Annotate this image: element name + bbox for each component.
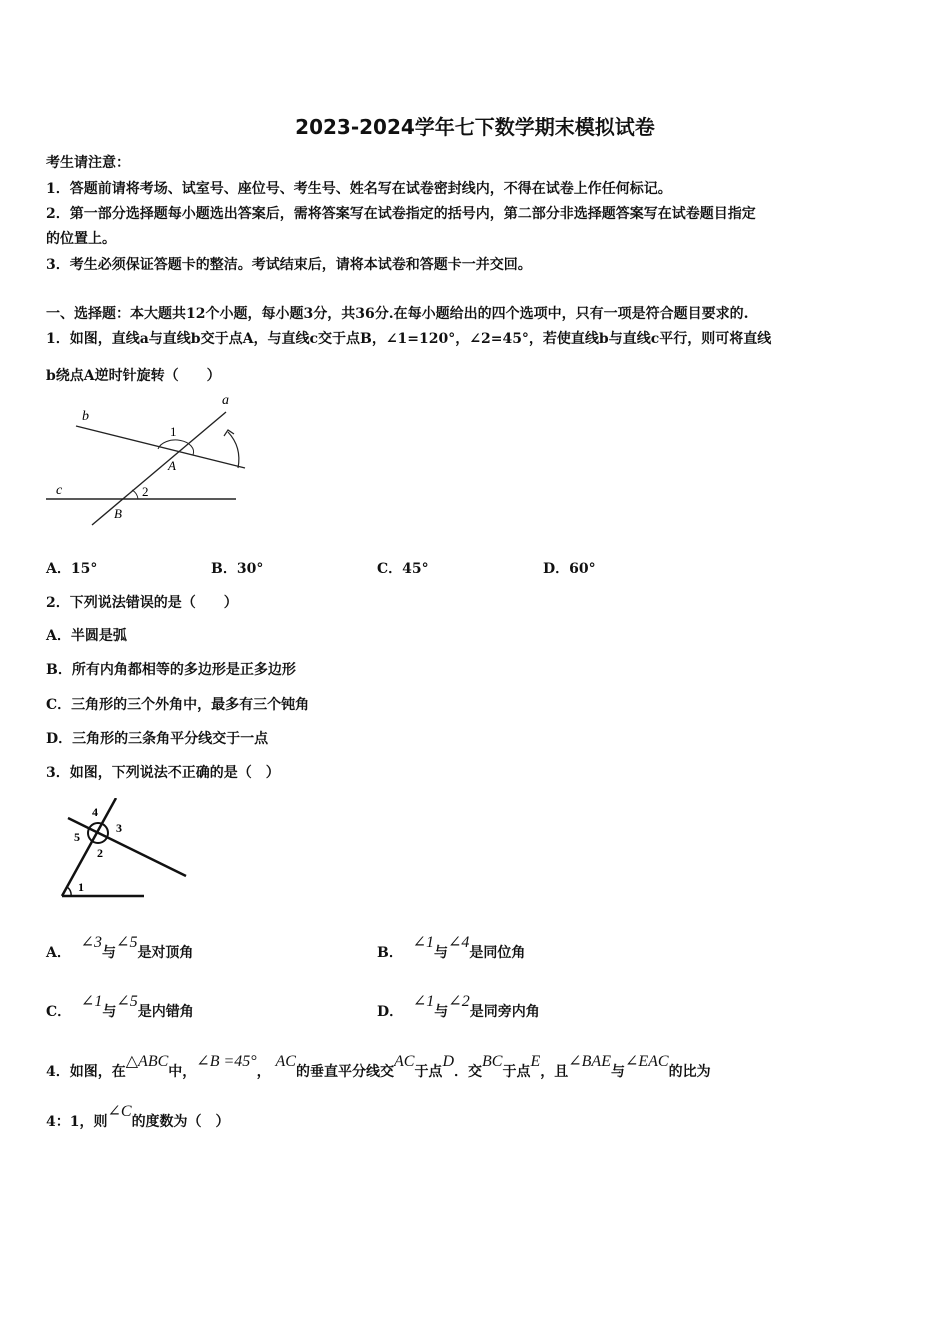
- q1-figure: [44, 392, 248, 528]
- q3-option-b[interactable]: [377, 934, 526, 962]
- math-expr: ∠EAC: [624, 1053, 669, 1070]
- page-title: 2023-2024学年七下数学期末模拟试卷: [295, 115, 655, 139]
- notice-item: 2．第一部分选择题每小题选出答案后，需将答案写在试卷指定的括号内，第二部分非选择题答案写在试卷题目指定: [46, 206, 756, 222]
- label-1: 1: [170, 424, 177, 439]
- q4-text: 与: [610, 1064, 625, 1080]
- label-2: 2: [142, 484, 149, 499]
- notice-item: 的位置上。: [46, 231, 116, 247]
- label-B: B: [114, 506, 122, 521]
- label-c: c: [56, 483, 63, 498]
- math-angle: ∠2: [448, 993, 470, 1010]
- math-angle: ∠3: [80, 934, 103, 951]
- q3-option-d[interactable]: [377, 993, 540, 1021]
- notice-item: 1．答题前请将考场、试室号、座位号、考生号、姓名写在试卷密封线内，不得在试卷上作任何标记。: [46, 181, 672, 197]
- option-label: B．: [377, 945, 403, 961]
- math-expr: BC: [482, 1053, 503, 1070]
- label-4: 4: [92, 805, 98, 819]
- q4-text: 4：1，则: [46, 1114, 108, 1130]
- option-text: 与: [102, 945, 117, 961]
- label-5: 5: [74, 830, 80, 844]
- slanted-line: [62, 798, 116, 896]
- math-expr: AC: [393, 1053, 415, 1070]
- q3-option-c[interactable]: [46, 993, 194, 1021]
- label-b: b: [82, 409, 89, 424]
- math-angle: ∠5: [116, 934, 138, 951]
- q4-text: 4．如图，在: [46, 1064, 126, 1080]
- math-angle: ∠1: [412, 993, 435, 1010]
- label-A: A: [168, 458, 176, 473]
- math-expr: △ABC: [125, 1053, 169, 1070]
- option-text: 与: [434, 945, 448, 961]
- math-expr: D: [442, 1053, 454, 1070]
- q2-option-a[interactable]: A．半圆是弧: [46, 628, 127, 644]
- option-label: D．: [377, 1004, 404, 1020]
- math-expr: ∠C: [107, 1103, 132, 1120]
- q4-text: ，且: [540, 1064, 569, 1080]
- math-expr: AC: [275, 1053, 296, 1070]
- q1-stem: 1．如图，直线a与直线b交于点A，与直线c交于点B，∠1=120°，∠2=45°，若使直线b与直线c平行，则可将直线: [46, 331, 772, 347]
- section-heading: 一、选择题：本大题共12个小题，每小题3分，共36分.在每小题给出的四个选项中，只有一项是符合题目要求的.: [46, 306, 749, 322]
- q1-option-b[interactable]: B．30°: [211, 561, 264, 577]
- q2-option-d[interactable]: D．三角形的三条角平分线交于一点: [46, 731, 269, 747]
- option-text: 是内错角: [137, 1004, 194, 1020]
- q4-stem-cont: [46, 1103, 230, 1131]
- q4-text: 于点: [502, 1064, 531, 1080]
- notice-heading: 考生请注意：: [46, 155, 130, 171]
- label-3: 3: [116, 821, 122, 835]
- q1-option-d[interactable]: D．60°: [543, 561, 596, 577]
- option-label: C．: [46, 1004, 72, 1020]
- line-a: [92, 412, 226, 525]
- math-expr: E: [530, 1053, 541, 1070]
- q1-option-a[interactable]: A．15°: [46, 561, 98, 577]
- q2-stem: 2．下列说法错误的是（ ）: [46, 595, 238, 611]
- q4-text: 的垂直平分线交: [295, 1064, 394, 1080]
- line-b: [76, 426, 245, 468]
- cross-line: [68, 818, 186, 876]
- label-a: a: [222, 393, 229, 408]
- label-1: 1: [78, 880, 84, 894]
- label-2: 2: [97, 846, 103, 860]
- q3-stem: 3．如图，下列说法不正确的是（ ）: [46, 765, 280, 781]
- q1-stem-cont: b绕点A逆时针旋转（ ）: [46, 368, 221, 384]
- math-angle: ∠4: [448, 934, 470, 951]
- q4-text: 中，: [168, 1064, 197, 1080]
- math-angle: ∠1: [80, 993, 103, 1010]
- q4-text: 的度数为（ ）: [131, 1114, 230, 1130]
- option-text: 是对顶角: [137, 945, 194, 961]
- option-text: 是同旁内角: [469, 1004, 540, 1020]
- q4-text: 于点: [414, 1064, 443, 1080]
- option-text: 与: [434, 1004, 449, 1020]
- q3-figure: [58, 798, 198, 902]
- q4-text: ．交: [454, 1064, 482, 1080]
- q4-text: 的比为: [668, 1064, 711, 1080]
- math-angle: ∠1: [412, 934, 434, 951]
- q3-option-a[interactable]: [46, 934, 194, 962]
- q2-option-b[interactable]: B．所有内角都相等的多边形是正多边形: [46, 662, 296, 678]
- q4-text: ，: [256, 1064, 271, 1080]
- notice-item: 3．考生必须保证答题卡的整洁。考试结束后，请将本试卷和答题卡一并交回。: [46, 257, 532, 273]
- q2-option-c[interactable]: C．三角形的三个外角中，最多有三个钝角: [46, 697, 310, 713]
- math-expr: ∠B =45°: [196, 1053, 257, 1070]
- option-label: A．: [46, 945, 71, 961]
- q1-option-c[interactable]: C．45°: [377, 561, 429, 577]
- q4-stem: [46, 1053, 711, 1081]
- option-text: 是同位角: [469, 945, 526, 961]
- math-expr: ∠BAE: [568, 1053, 611, 1070]
- option-text: 与: [102, 1004, 117, 1020]
- rotation-arrow: [228, 432, 239, 468]
- math-angle: ∠5: [116, 993, 138, 1010]
- angle-1-arc: [67, 887, 71, 896]
